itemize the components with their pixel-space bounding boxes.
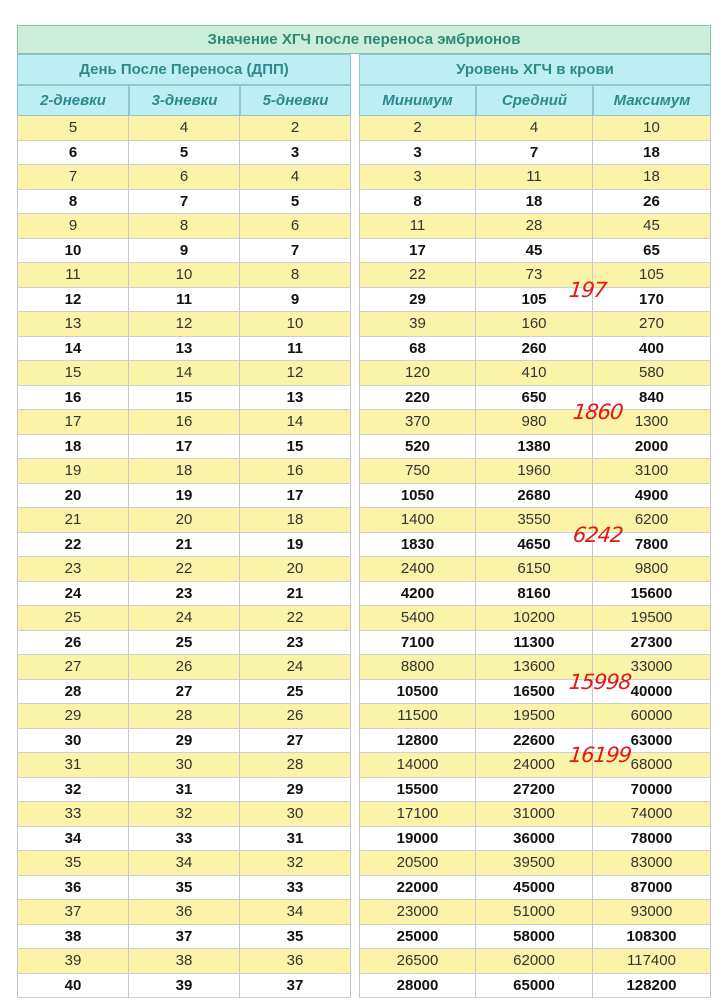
cell-avg: 11 xyxy=(476,165,593,190)
cell-5day: 6 xyxy=(240,214,351,239)
cell-2day: 7 xyxy=(17,165,129,190)
cell-max: 4900 xyxy=(593,484,711,509)
cell-2day: 11 xyxy=(17,263,129,288)
table-row xyxy=(17,557,711,582)
cell-3day: 29 xyxy=(129,729,240,754)
cell-3day: 4 xyxy=(129,116,240,141)
cell-min: 10500 xyxy=(359,680,476,705)
cell-avg: 45 xyxy=(476,239,593,264)
hcg-table xyxy=(17,25,711,994)
cell-min: 29 xyxy=(359,288,476,313)
handwritten-note: 197 xyxy=(567,277,608,302)
cell-5day: 27 xyxy=(240,729,351,754)
table-row xyxy=(17,484,711,509)
cell-5day: 28 xyxy=(240,753,351,778)
cell-min: 25000 xyxy=(359,925,476,950)
cell-3day: 18 xyxy=(129,459,240,484)
cell-avg: 27200 xyxy=(476,778,593,803)
cell-5day: 14 xyxy=(240,410,351,435)
cell-2day: 35 xyxy=(17,851,129,876)
cell-3day: 35 xyxy=(129,876,240,901)
cell-2day: 36 xyxy=(17,876,129,901)
cell-max: 400 xyxy=(593,337,711,362)
cell-3day: 15 xyxy=(129,386,240,411)
cell-avg: 19500 xyxy=(476,704,593,729)
table-title: Значение ХГЧ после переноса эмбрионов xyxy=(17,25,711,54)
cell-max: 27300 xyxy=(593,631,711,656)
cell-max: 6200 xyxy=(593,508,711,533)
cell-3day: 16 xyxy=(129,410,240,435)
cell-5day: 37 xyxy=(240,974,351,999)
cell-avg: 7 xyxy=(476,141,593,166)
group-header-days: День После Переноса (ДПП) xyxy=(17,54,351,85)
cell-avg: 2680 xyxy=(476,484,593,509)
cell-2day: 6 xyxy=(17,141,129,166)
cell-3day: 26 xyxy=(129,655,240,680)
cell-min: 12800 xyxy=(359,729,476,754)
cell-3day: 14 xyxy=(129,361,240,386)
cell-5day: 33 xyxy=(240,876,351,901)
group-header-hcg-level: Уровень ХГЧ в крови xyxy=(359,54,711,85)
cell-avg: 8160 xyxy=(476,582,593,607)
cell-2day: 31 xyxy=(17,753,129,778)
cell-3day: 25 xyxy=(129,631,240,656)
cell-max: 580 xyxy=(593,361,711,386)
table-row xyxy=(17,851,711,876)
cell-avg: 51000 xyxy=(476,900,593,925)
cell-max: 26 xyxy=(593,190,711,215)
cell-3day: 6 xyxy=(129,165,240,190)
cell-5day: 5 xyxy=(240,190,351,215)
cell-5day: 22 xyxy=(240,606,351,631)
cell-5day: 18 xyxy=(240,508,351,533)
cell-avg: 45000 xyxy=(476,876,593,901)
table-row xyxy=(17,312,711,337)
table-row xyxy=(17,141,711,166)
cell-avg: 1960 xyxy=(476,459,593,484)
cell-3day: 39 xyxy=(129,974,240,999)
cell-3day: 8 xyxy=(129,214,240,239)
cell-5day: 29 xyxy=(240,778,351,803)
column-header-avg: Средний xyxy=(476,85,593,116)
cell-2day: 24 xyxy=(17,582,129,607)
cell-3day: 30 xyxy=(129,753,240,778)
cell-avg: 18 xyxy=(476,190,593,215)
table-row xyxy=(17,827,711,852)
cell-min: 1400 xyxy=(359,508,476,533)
cell-3day: 5 xyxy=(129,141,240,166)
cell-max: 105 xyxy=(593,263,711,288)
table-row xyxy=(17,116,711,141)
cell-avg: 65000 xyxy=(476,974,593,999)
cell-2day: 20 xyxy=(17,484,129,509)
cell-5day: 12 xyxy=(240,361,351,386)
cell-max: 40000 xyxy=(593,680,711,705)
table-row xyxy=(17,704,711,729)
cell-5day: 17 xyxy=(240,484,351,509)
cell-5day: 35 xyxy=(240,925,351,950)
cell-2day: 39 xyxy=(17,949,129,974)
handwritten-note: 1860 xyxy=(571,400,624,424)
cell-max: 19500 xyxy=(593,606,711,631)
cell-avg: 260 xyxy=(476,337,593,362)
cell-5day: 4 xyxy=(240,165,351,190)
cell-max: 93000 xyxy=(593,900,711,925)
cell-max: 108300 xyxy=(593,925,711,950)
cell-min: 11 xyxy=(359,214,476,239)
cell-min: 3 xyxy=(359,165,476,190)
handwritten-note: 15998 xyxy=(567,669,633,694)
cell-avg: 980 xyxy=(476,410,593,435)
table-row xyxy=(17,802,711,827)
cell-max: 7800 xyxy=(593,533,711,558)
cell-min: 17100 xyxy=(359,802,476,827)
cell-5day: 36 xyxy=(240,949,351,974)
cell-min: 17 xyxy=(359,239,476,264)
table-row xyxy=(17,949,711,974)
table-row xyxy=(17,214,711,239)
cell-3day: 31 xyxy=(129,778,240,803)
cell-max: 2000 xyxy=(593,435,711,460)
cell-avg: 28 xyxy=(476,214,593,239)
cell-max: 9800 xyxy=(593,557,711,582)
cell-3day: 33 xyxy=(129,827,240,852)
cell-min: 39 xyxy=(359,312,476,337)
cell-avg: 13600 xyxy=(476,655,593,680)
cell-min: 750 xyxy=(359,459,476,484)
column-header-2day: 2-дневки xyxy=(17,85,129,116)
cell-3day: 11 xyxy=(129,288,240,313)
cell-min: 68 xyxy=(359,337,476,362)
cell-max: 15600 xyxy=(593,582,711,607)
cell-avg: 105 xyxy=(476,288,593,313)
cell-5day: 3 xyxy=(240,141,351,166)
cell-2day: 18 xyxy=(17,435,129,460)
cell-2day: 13 xyxy=(17,312,129,337)
cell-2day: 15 xyxy=(17,361,129,386)
cell-min: 22 xyxy=(359,263,476,288)
cell-max: 170 xyxy=(593,288,711,313)
cell-max: 68000 xyxy=(593,753,711,778)
cell-5day: 25 xyxy=(240,680,351,705)
cell-min: 14000 xyxy=(359,753,476,778)
cell-3day: 13 xyxy=(129,337,240,362)
cell-2day: 27 xyxy=(17,655,129,680)
table-row xyxy=(17,263,711,288)
cell-min: 22000 xyxy=(359,876,476,901)
table-row xyxy=(17,337,711,362)
cell-3day: 28 xyxy=(129,704,240,729)
cell-2day: 28 xyxy=(17,680,129,705)
cell-5day: 30 xyxy=(240,802,351,827)
cell-5day: 24 xyxy=(240,655,351,680)
cell-min: 4200 xyxy=(359,582,476,607)
cell-2day: 33 xyxy=(17,802,129,827)
cell-avg: 36000 xyxy=(476,827,593,852)
table-row xyxy=(17,459,711,484)
cell-max: 74000 xyxy=(593,802,711,827)
table-row xyxy=(17,288,711,313)
cell-min: 23000 xyxy=(359,900,476,925)
table-row xyxy=(17,606,711,631)
cell-3day: 19 xyxy=(129,484,240,509)
cell-min: 2400 xyxy=(359,557,476,582)
cell-avg: 10200 xyxy=(476,606,593,631)
cell-max: 128200 xyxy=(593,974,711,999)
table-row xyxy=(17,900,711,925)
cell-5day: 8 xyxy=(240,263,351,288)
cell-3day: 21 xyxy=(129,533,240,558)
table-row xyxy=(17,876,711,901)
cell-5day: 31 xyxy=(240,827,351,852)
cell-avg: 160 xyxy=(476,312,593,337)
cell-min: 3 xyxy=(359,141,476,166)
cell-min: 1830 xyxy=(359,533,476,558)
cell-2day: 12 xyxy=(17,288,129,313)
cell-5day: 10 xyxy=(240,312,351,337)
cell-min: 520 xyxy=(359,435,476,460)
cell-5day: 32 xyxy=(240,851,351,876)
cell-avg: 6150 xyxy=(476,557,593,582)
cell-3day: 27 xyxy=(129,680,240,705)
cell-max: 18 xyxy=(593,165,711,190)
cell-3day: 20 xyxy=(129,508,240,533)
column-header-5day: 5-дневки xyxy=(240,85,351,116)
cell-2day: 23 xyxy=(17,557,129,582)
table-row xyxy=(17,631,711,656)
cell-3day: 24 xyxy=(129,606,240,631)
cell-3day: 32 xyxy=(129,802,240,827)
cell-max: 45 xyxy=(593,214,711,239)
cell-3day: 22 xyxy=(129,557,240,582)
table-row xyxy=(17,435,711,460)
cell-3day: 7 xyxy=(129,190,240,215)
cell-2day: 40 xyxy=(17,974,129,999)
cell-max: 83000 xyxy=(593,851,711,876)
cell-max: 70000 xyxy=(593,778,711,803)
cell-2day: 25 xyxy=(17,606,129,631)
cell-3day: 17 xyxy=(129,435,240,460)
cell-min: 5400 xyxy=(359,606,476,631)
cell-2day: 37 xyxy=(17,900,129,925)
cell-2day: 34 xyxy=(17,827,129,852)
cell-2day: 30 xyxy=(17,729,129,754)
cell-5day: 19 xyxy=(240,533,351,558)
cell-max: 840 xyxy=(593,386,711,411)
cell-2day: 17 xyxy=(17,410,129,435)
cell-2day: 32 xyxy=(17,778,129,803)
cell-avg: 31000 xyxy=(476,802,593,827)
cell-2day: 19 xyxy=(17,459,129,484)
cell-2day: 16 xyxy=(17,386,129,411)
cell-max: 1300 xyxy=(593,410,711,435)
cell-5day: 9 xyxy=(240,288,351,313)
cell-2day: 21 xyxy=(17,508,129,533)
cell-avg: 4 xyxy=(476,116,593,141)
cell-avg: 3550 xyxy=(476,508,593,533)
table-row xyxy=(17,974,711,999)
cell-min: 2 xyxy=(359,116,476,141)
handwritten-note: 16199 xyxy=(567,743,633,767)
cell-5day: 15 xyxy=(240,435,351,460)
cell-avg: 39500 xyxy=(476,851,593,876)
cell-2day: 8 xyxy=(17,190,129,215)
cell-2day: 10 xyxy=(17,239,129,264)
cell-max: 87000 xyxy=(593,876,711,901)
cell-min: 28000 xyxy=(359,974,476,999)
cell-avg: 4650 xyxy=(476,533,593,558)
cell-avg: 22600 xyxy=(476,729,593,754)
table-row xyxy=(17,165,711,190)
cell-avg: 58000 xyxy=(476,925,593,950)
cell-5day: 16 xyxy=(240,459,351,484)
cell-5day: 7 xyxy=(240,239,351,264)
cell-5day: 20 xyxy=(240,557,351,582)
table-row xyxy=(17,361,711,386)
cell-min: 26500 xyxy=(359,949,476,974)
cell-min: 7100 xyxy=(359,631,476,656)
cell-3day: 12 xyxy=(129,312,240,337)
cell-max: 60000 xyxy=(593,704,711,729)
cell-avg: 11300 xyxy=(476,631,593,656)
table-row xyxy=(17,778,711,803)
cell-2day: 9 xyxy=(17,214,129,239)
cell-max: 10 xyxy=(593,116,711,141)
cell-max: 65 xyxy=(593,239,711,264)
cell-min: 19000 xyxy=(359,827,476,852)
cell-min: 370 xyxy=(359,410,476,435)
cell-3day: 9 xyxy=(129,239,240,264)
cell-min: 11500 xyxy=(359,704,476,729)
cell-max: 78000 xyxy=(593,827,711,852)
cell-avg: 62000 xyxy=(476,949,593,974)
cell-avg: 16500 xyxy=(476,680,593,705)
cell-max: 270 xyxy=(593,312,711,337)
cell-5day: 11 xyxy=(240,337,351,362)
cell-min: 1050 xyxy=(359,484,476,509)
column-header-3day: 3-дневки xyxy=(129,85,240,116)
cell-min: 20500 xyxy=(359,851,476,876)
column-header-min: Минимум xyxy=(359,85,476,116)
cell-3day: 10 xyxy=(129,263,240,288)
cell-2day: 26 xyxy=(17,631,129,656)
cell-min: 8 xyxy=(359,190,476,215)
cell-3day: 37 xyxy=(129,925,240,950)
cell-avg: 73 xyxy=(476,263,593,288)
cell-5day: 26 xyxy=(240,704,351,729)
column-gap xyxy=(351,54,359,985)
cell-max: 33000 xyxy=(593,655,711,680)
cell-avg: 24000 xyxy=(476,753,593,778)
cell-avg: 410 xyxy=(476,361,593,386)
cell-avg: 1380 xyxy=(476,435,593,460)
table-row xyxy=(17,190,711,215)
cell-5day: 2 xyxy=(240,116,351,141)
cell-5day: 23 xyxy=(240,631,351,656)
cell-avg: 650 xyxy=(476,386,593,411)
cell-2day: 5 xyxy=(17,116,129,141)
handwritten-note: 6242 xyxy=(571,522,624,547)
table-row xyxy=(17,582,711,607)
cell-2day: 14 xyxy=(17,337,129,362)
cell-2day: 38 xyxy=(17,925,129,950)
cell-2day: 29 xyxy=(17,704,129,729)
cell-min: 120 xyxy=(359,361,476,386)
cell-5day: 13 xyxy=(240,386,351,411)
cell-3day: 34 xyxy=(129,851,240,876)
table-row xyxy=(17,239,711,264)
cell-2day: 22 xyxy=(17,533,129,558)
cell-max: 18 xyxy=(593,141,711,166)
cell-max: 63000 xyxy=(593,729,711,754)
cell-3day: 23 xyxy=(129,582,240,607)
cell-min: 15500 xyxy=(359,778,476,803)
cell-3day: 38 xyxy=(129,949,240,974)
cell-min: 8800 xyxy=(359,655,476,680)
cell-max: 3100 xyxy=(593,459,711,484)
column-header-max: Максимум xyxy=(593,85,711,116)
table-row xyxy=(17,925,711,950)
cell-min: 220 xyxy=(359,386,476,411)
cell-5day: 34 xyxy=(240,900,351,925)
cell-max: 117400 xyxy=(593,949,711,974)
cell-3day: 36 xyxy=(129,900,240,925)
cell-5day: 21 xyxy=(240,582,351,607)
